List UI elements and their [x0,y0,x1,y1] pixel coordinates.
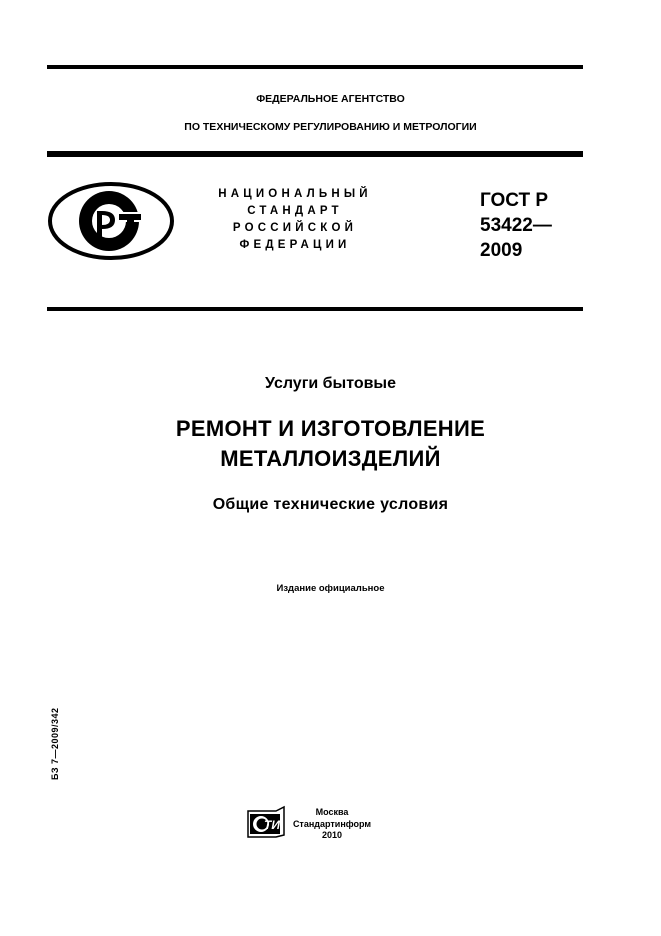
standard-designation [480,188,552,263]
agency-name-line1: ФЕДЕРАЛЬНОЕ АГЕНТСТВО [256,93,405,105]
publisher-year: 2010 [321,830,343,840]
designation-line: 53422— [480,215,552,236]
publisher-city: Москва [315,807,349,817]
svg-text:ТИ: ТИ [264,818,280,832]
national-standard-line: НАЦИОНАЛЬНЫЙ [218,188,372,200]
national-standard-label [200,186,390,254]
publisher-name: Стандартинформ [292,818,372,829]
edition-label: Издание официальное [276,583,385,594]
national-standard-line: СТАНДАРТ [247,205,343,217]
national-standard-line: РОССИЙСКОЙ [232,222,358,234]
rst-gost-logo-icon [47,181,175,261]
title-line: МЕТАЛЛОИЗДЕЛИЙ [220,446,441,471]
designation-line: 2009 [480,240,523,261]
publisher-info [290,807,374,842]
title-line: РЕМОНТ И ИЗГОТОВЛЕНИЕ [175,416,486,441]
top-rule [47,65,583,69]
header-bottom-rule [47,151,583,157]
document-title-part: Общие технические условия [212,496,449,513]
document-subtitle: Услуги бытовые [265,375,396,392]
document-title [0,414,661,474]
side-code: БЗ 7—2009/342 [50,707,60,780]
agency-name-line2: ПО ТЕХНИЧЕСКОМУ РЕГУЛИРОВАНИЮ И МЕТРОЛОГИИ [184,121,477,133]
standard-block-bottom-rule [47,307,583,311]
standartinform-logo-icon [246,805,286,839]
designation-line: ГОСТ Р [480,190,549,211]
national-standard-line: ФЕДЕРАЦИИ [239,239,351,251]
